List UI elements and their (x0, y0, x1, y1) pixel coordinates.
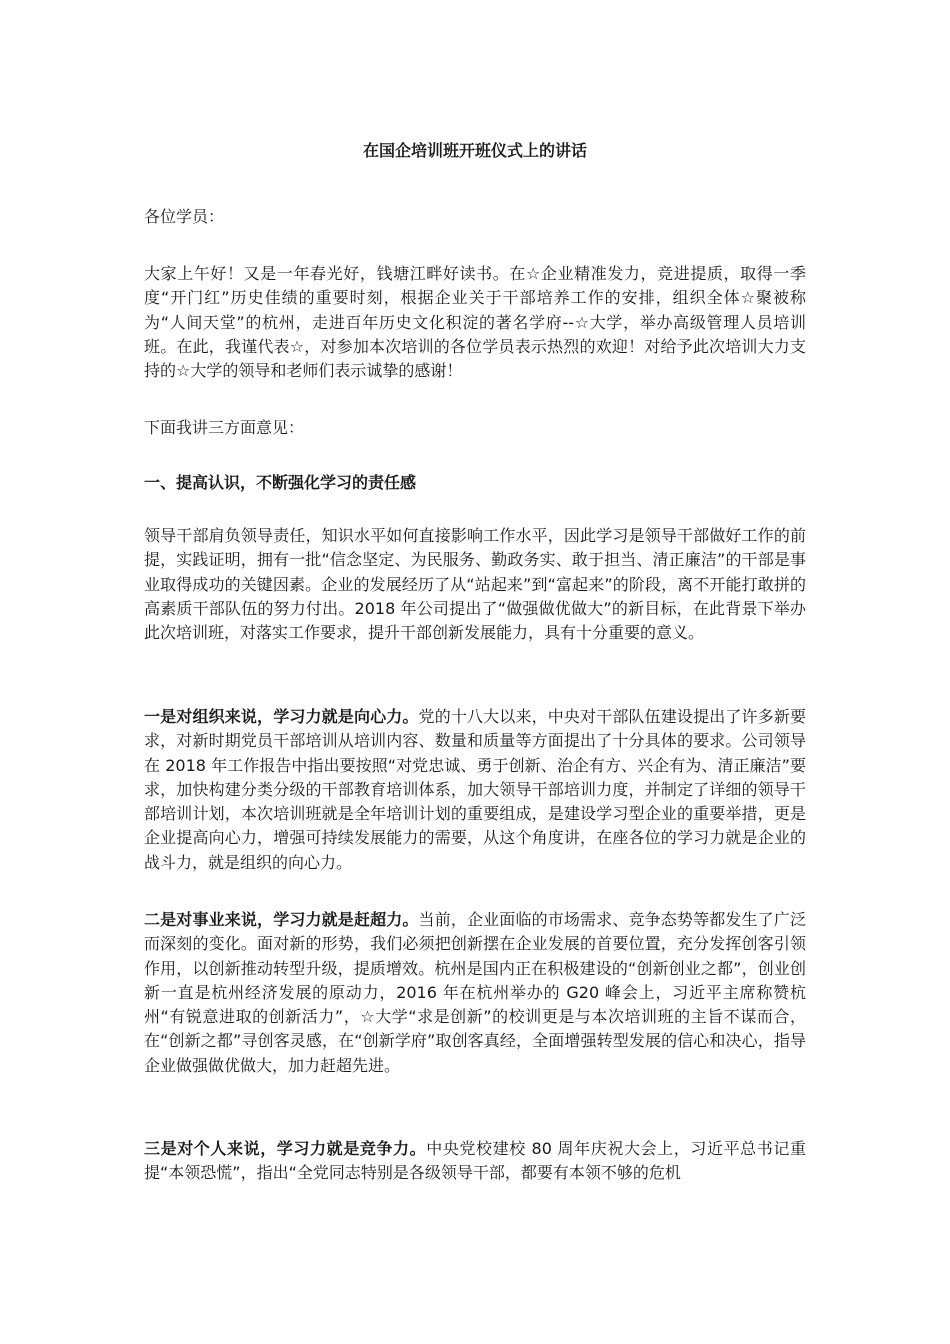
point-2-lead: 二是对事业来说，学习力就是赶超力。 (144, 910, 419, 929)
salutation: 各位学员： (144, 207, 225, 226)
point-1-body: 党的十八大以来，中央对干部队伍建设提出了许多新要求，对新时期党员干部培训从培训内容、数量和质量等方面提出了十分具体的要求。公司领导在 2018 年工作报告中指出要按照“对党忠诚、勇于创新、治企有方、兴企有为、清正廉洁”要求，加快构建分类分级的干部教育培训体系，加大领导干部培训力度，并制定了详细的领导干部培训计划，本次培训班就是全年培训计划的重要组成，是建设学习型企业的重要举措，更是企业提高向心力，增强可持续发展能力的需要，从这个角度讲，在座各位的学习力就是企业的战斗力，就是组织的向心力。 (144, 707, 806, 872)
point-2-paragraph (144, 908, 806, 1078)
section-1-paragraph: 领导干部肩负领导责任，知识水平如何直接影响工作水平，因此学习是领导干部做好工作的前提，实践证明，拥有一批“信念坚定、为民服务、勤政务实、敢于担当、清正廉洁”的干部是事业取得成功的关键因素。企业的发展经历了从“站起来”到“富起来”的阶段，离不开能打敢拼的高素质干部队伍的努力付出。2018 年公司提出了“做强做优做大”的新目标，在此背景下举办此次培训班，对落实工作要求，提升干部创新发展能力，具有十分重要的意义。 (144, 526, 806, 643)
document-title: 在国企培训班开班仪式上的讲话 (362, 141, 587, 160)
point-2-body: 当前，企业面临的市场需求、竞争态势等都发生了广泛而深刻的变化。面对新的形势，我们必须把创新摆在企业发展的首要位置，充分发挥创客引领作用，以创新推动转型升级，提质增效。杭州是国内正在积极建设的“创新创业之都”，创业创新一直是杭州经济发展的原动力，2016 年在杭州举办的 G20 峰会上，习近平主席称赞杭州“有锐意进取的创新活力”，☆大学“求是创新”的校训更是与本次培训班的主旨不谋而合，在“创新之都”寻创客灵感，在“创新学府”取创客真经，全面增强转型发展的信心和决心，指导企业做强做优做大，加力赶超先进。 (144, 910, 806, 1075)
intro-paragraph: 大家上午好！又是一年春光好，钱塘江畔好读书。在☆企业精准发力，竞进提质，取得一季度“开门红”历史佳绩的重要时刻，根据企业关于干部培养工作的安排，组织全体☆聚被称为“人间天堂”的杭州，走进百年历史文化积淀的著名学府--☆大学，举办高级管理人员培训班。在此，我谨代表☆，对参加本次培训的各位学员表示热烈的欢迎！对给予此次培训大力支持的☆大学的领导和老师们表示诚挚的感谢！ (144, 264, 806, 381)
section-heading-1: 一、提高认识，不断强化学习的责任感 (144, 473, 417, 492)
point-3-lead: 三是对个人来说，学习力就是竞争力。 (144, 1139, 427, 1158)
transition-paragraph: 下面我讲三方面意见： (144, 418, 305, 437)
point-3-paragraph (144, 1137, 806, 1186)
point-1-lead: 一是对组织来说，学习力就是向心力。 (144, 707, 419, 726)
point-3-body: 中央党校建校 80 周年庆祝大会上，习近平总书记重提“本领恐慌”，指出“全党同志特别是各级领导干部，都要有本领不够的危机 (144, 1139, 806, 1183)
point-1-paragraph (144, 705, 806, 875)
